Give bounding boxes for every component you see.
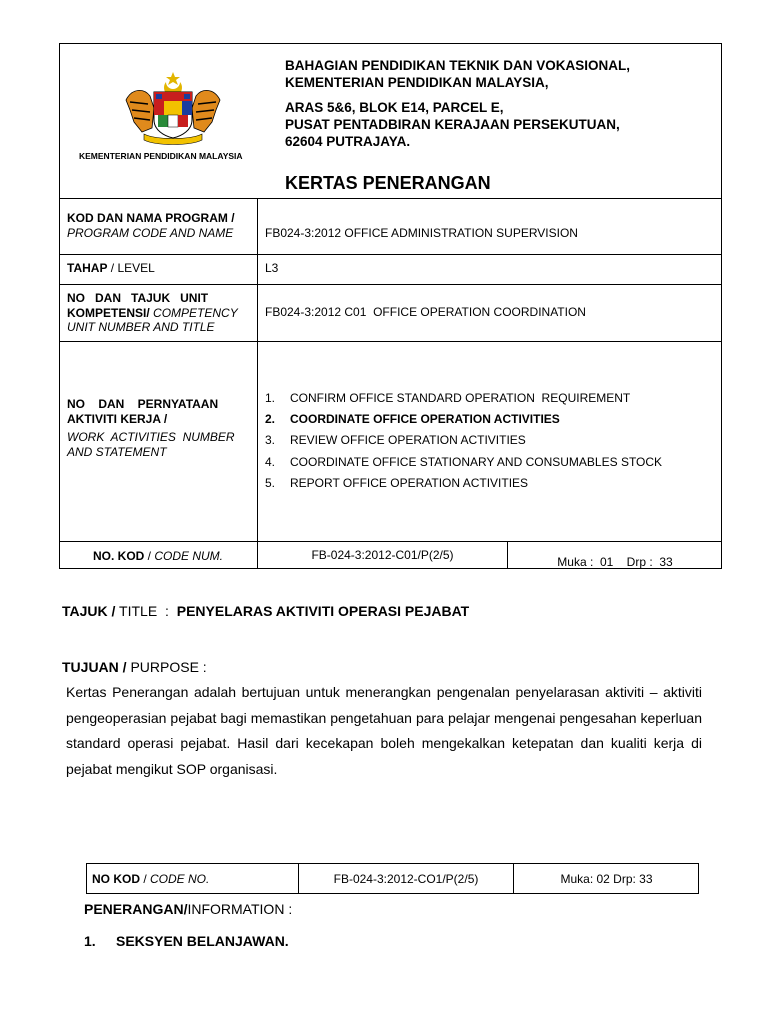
address-line: KEMENTERIAN PENDIDIKAN MALAYSIA, bbox=[285, 75, 549, 90]
activities-label-line1: NO DAN PERNYATAAN bbox=[67, 397, 219, 411]
list-item bbox=[265, 455, 662, 469]
column-divider bbox=[257, 198, 258, 569]
item-text: CONFIRM OFFICE STANDARD OPERATION REQUIREMENT bbox=[290, 391, 631, 405]
item-number: 2. bbox=[265, 412, 276, 426]
activities-label bbox=[67, 397, 235, 459]
code-label-italic: CODE NUM. bbox=[154, 549, 224, 563]
unit-label-italic: COMPETENCY bbox=[149, 305, 238, 320]
activities-label-line3: WORK ACTIVITIES NUMBER bbox=[67, 430, 235, 444]
item-number: 3. bbox=[265, 433, 276, 447]
unit-label-bold: KOMPETENSI/ bbox=[67, 305, 150, 320]
footer-code-label bbox=[92, 872, 209, 886]
program-label-italic: PROGRAM CODE AND NAME bbox=[67, 226, 234, 240]
crest-logo bbox=[118, 70, 228, 148]
footer-page-number: Muka: 02 Drp: 33 bbox=[560, 872, 653, 886]
information-label-bold: PENERANGAN/ bbox=[84, 901, 188, 917]
row-divider bbox=[59, 198, 722, 199]
section-title: SEKSYEN BELANJAWAN. bbox=[116, 933, 289, 949]
address-line: 62604 PUTRAJAYA. bbox=[285, 134, 411, 149]
title-label-bold: TAJUK / bbox=[62, 603, 116, 619]
row-divider bbox=[59, 341, 722, 342]
page-number: Muka : 01 Drp : 33 bbox=[557, 555, 673, 569]
level-label-sep: / bbox=[107, 261, 118, 275]
footer-label-sep: / bbox=[140, 872, 151, 886]
purpose-label-bold: TUJUAN / bbox=[62, 659, 127, 675]
footer-label-bold: NO KOD bbox=[92, 872, 140, 886]
section-number: 1. bbox=[84, 933, 96, 949]
program-label-bold: KOD DAN NAMA PROGRAM / bbox=[67, 211, 235, 225]
address-line: PUSAT PENTADBIRAN KERAJAAN PERSEKUTUAN, bbox=[285, 117, 620, 132]
information-label-plain: INFORMATION : bbox=[187, 901, 293, 917]
unit-value: FB024-3:2012 C01 OFFICE OPERATION COORDINATION bbox=[265, 305, 586, 319]
address-line: ARAS 5&6, BLOK E14, PARCEL E, bbox=[285, 100, 504, 115]
row-divider bbox=[59, 541, 722, 542]
item-text: REVIEW OFFICE OPERATION ACTIVITIES bbox=[290, 433, 526, 447]
row-divider bbox=[59, 254, 722, 255]
title-label-plain: TITLE : bbox=[115, 603, 169, 619]
title-line bbox=[62, 603, 469, 619]
purpose-heading bbox=[62, 659, 207, 675]
list-item bbox=[265, 412, 560, 426]
document-title: KERTAS PENERANGAN bbox=[285, 173, 491, 193]
list-item bbox=[265, 433, 526, 447]
unit-label bbox=[67, 291, 238, 335]
footer-label-italic: CODE NO. bbox=[150, 872, 210, 886]
level-value: L3 bbox=[265, 261, 279, 275]
code-label-bold: NO. KOD bbox=[92, 549, 145, 563]
list-item bbox=[265, 391, 630, 405]
level-label-plain: LEVEL bbox=[117, 261, 155, 275]
title-value: PENYELARAS AKTIVITI OPERASI PEJABAT bbox=[176, 603, 470, 619]
item-number: 5. bbox=[265, 476, 276, 490]
activities-label-line4: AND STATEMENT bbox=[67, 444, 167, 459]
code-value: FB-024-3:2012-C01/P(2/5) bbox=[311, 548, 454, 562]
activities-list bbox=[265, 391, 705, 501]
footer-code-value: FB-024-3:2012-CO1/P(2/5) bbox=[333, 872, 479, 886]
item-text: REPORT OFFICE OPERATION ACTIVITIES bbox=[290, 476, 529, 490]
purpose-label-plain: PURPOSE : bbox=[126, 659, 207, 675]
list-item bbox=[265, 476, 528, 490]
item-text: COORDINATE OFFICE STATIONARY AND CONSUMABLES STOCK bbox=[290, 455, 663, 469]
logo-caption: KEMENTERIAN PENDIDIKAN MALAYSIA bbox=[79, 151, 243, 161]
purpose-paragraph: Kertas Penerangan adalah bertujuan untuk menerangkan pengenalan penyelarasan aktiviti – aktiviti pengeoperasian pejabat bagi memastikan pengetahuan para pelajar mengenai pengesahan keperluan standard operasi pejabat. Hasil dari kecekapan boleh mengekalkan ketepatan dan kualiti kerja di pejabat mengikut SOP organisasi. bbox=[66, 684, 702, 777]
address-line: BAHAGIAN PENDIDIKAN TEKNIK DAN VOKASIONAL, bbox=[285, 58, 631, 73]
code-label-sep: / bbox=[144, 549, 155, 563]
level-label-bold: TAHAP bbox=[67, 261, 108, 275]
activities-label-line2: AKTIVITI KERJA / bbox=[67, 411, 168, 426]
item-text: COORDINATE OFFICE OPERATION ACTIVITIES bbox=[290, 412, 560, 426]
code-label bbox=[59, 549, 257, 563]
item-number: 4. bbox=[265, 455, 276, 469]
program-label bbox=[67, 211, 235, 241]
program-value: FB024-3:2012 OFFICE ADMINISTRATION SUPERVISION bbox=[265, 226, 578, 240]
unit-label-line1: NO DAN TAJUK UNIT bbox=[67, 291, 209, 305]
information-heading bbox=[84, 901, 292, 917]
item-number: 1. bbox=[265, 391, 276, 405]
unit-label-line3: UNIT NUMBER AND TITLE bbox=[67, 320, 215, 334]
row-divider bbox=[59, 284, 722, 285]
level-label bbox=[67, 261, 155, 275]
